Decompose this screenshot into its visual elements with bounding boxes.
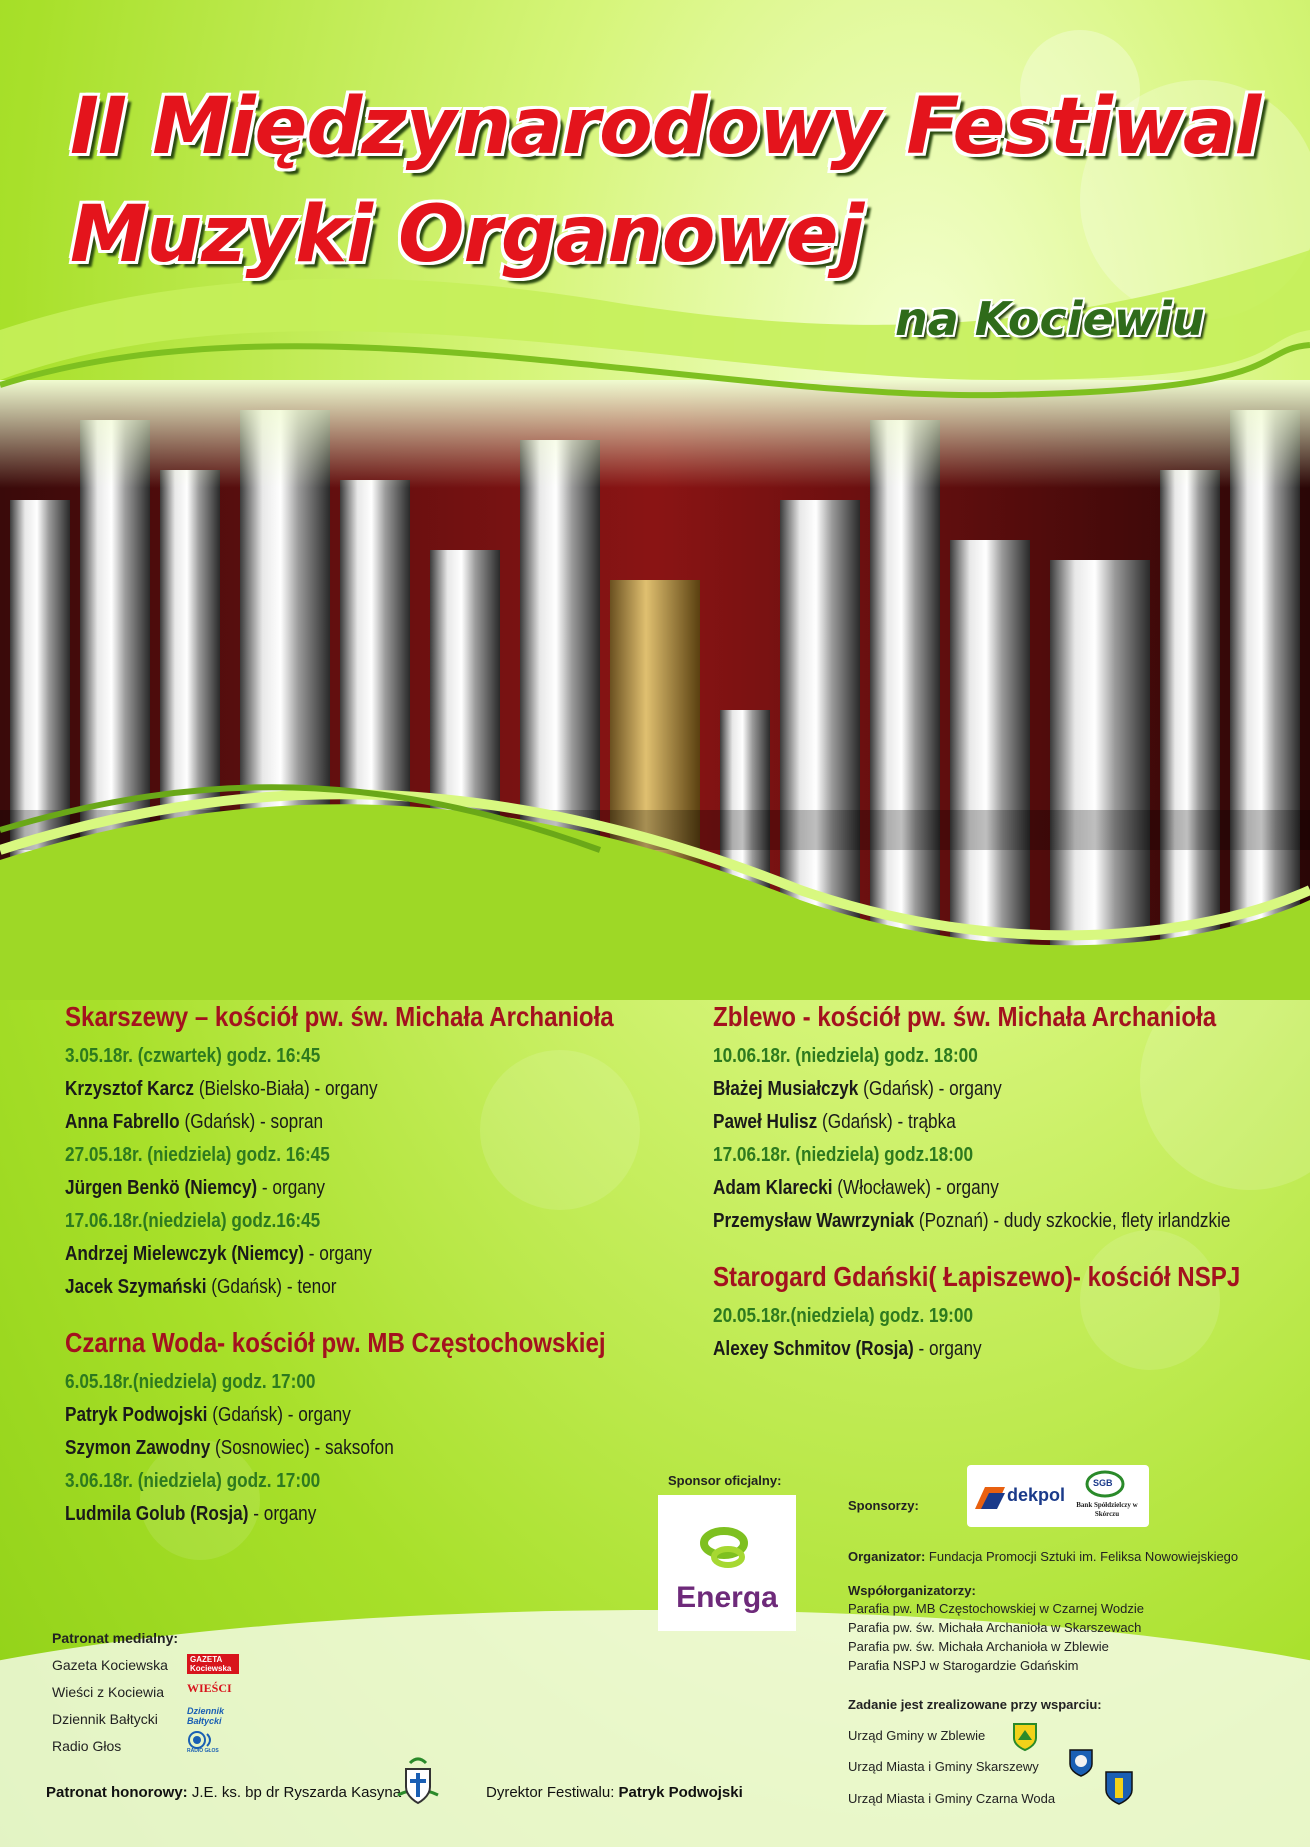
coorganizer-item: Parafia pw. św. Michała Archanioła w Zblewie (848, 1639, 1109, 1654)
support-item: Urząd Miasta i Gminy Czarna Woda (848, 1791, 1056, 1806)
performer-detail: (Gdańsk) - tenor (206, 1276, 337, 1298)
dziennik-baltycki-logo (187, 1706, 243, 1728)
radio-logo-text: RADIO GŁOS (187, 1748, 219, 1754)
festival-title-line2: Muzyki Organowej (70, 190, 864, 280)
performer-name: Szymon Zawodny (65, 1437, 211, 1459)
concert-date: 3.06.18r. (niedziela) godz. 17:00 (65, 1470, 321, 1492)
concert-date: 3.05.18r. (czwartek) godz. 16:45 (65, 1045, 321, 1067)
honorary-patron-name: J.E. ks. bp dr Ryszarda Kasyna (191, 1784, 402, 1801)
concert-date: 10.06.18r. (niedziela) godz. 18:00 (713, 1045, 978, 1067)
performer-line (65, 1073, 598, 1106)
concert-date: 17.06.18r. (niedziela) godz.18:00 (713, 1144, 974, 1166)
coorganizer-item: Parafia NSPJ w Starogardzie Gdańskim (848, 1658, 1079, 1673)
performer-detail: - organy (303, 1243, 372, 1265)
support-item: Urząd Miasta i Gminy Skarszewy (848, 1759, 1039, 1774)
venue-heading: Czarna Woda- kościół pw. MB Częstochowskiej (65, 1327, 606, 1358)
media-item-wiesci: Wieści z Kociewia (52, 1684, 165, 1700)
coorganizer-item: Parafia pw. św. Michała Archanioła w Skarszewach (848, 1620, 1142, 1635)
media-item-radio: Radio Głos (52, 1738, 122, 1754)
energa-logo (658, 1495, 796, 1631)
gazeta-logo-text: GAZETA Kociewska (187, 1654, 239, 1674)
performer-name: Paweł Hulisz (713, 1111, 818, 1133)
official-sponsor-label: Sponsor oficjalny: (668, 1473, 782, 1488)
media-patron-label (52, 1630, 178, 1646)
honorary-patron (46, 1784, 401, 1801)
performer-detail: - organy (913, 1338, 982, 1360)
skarszewy-crest-icon (1068, 1748, 1094, 1778)
venue-section (65, 1326, 685, 1531)
support-item: Urząd Gminy w Zblewie (848, 1728, 986, 1743)
performer-name: Jürgen Benkö (Niemcy) (65, 1177, 258, 1199)
radio-glos-logo (187, 1730, 243, 1752)
venue-heading: Zblewo - kościół pw. św. Michała Archanioła (713, 1001, 1217, 1032)
venue-heading: Skarszewy – kościół pw. św. Michała Archanioła (65, 1001, 614, 1032)
performer-name: Alexey Schmitov (Rosja) (713, 1338, 914, 1360)
concert-date: 20.05.18r.(niedziela) godz. 19:00 (713, 1305, 974, 1327)
performer-line (713, 1073, 1220, 1106)
performer-line (65, 1498, 598, 1531)
performer-name: Błażej Musiałczyk (713, 1078, 859, 1100)
performer-line (65, 1399, 598, 1432)
media-item-gazeta: Gazeta Kociewska (52, 1657, 168, 1673)
coorganizers-label (848, 1583, 976, 1598)
performer-line (713, 1333, 1220, 1366)
sponsor-logos (967, 1465, 1149, 1527)
performer-line (65, 1432, 598, 1465)
performer-line (713, 1172, 1220, 1205)
venue-section (65, 1000, 685, 1304)
gazeta-kociewska-logo (187, 1654, 243, 1676)
performer-detail: (Gdańsk) - sopran (179, 1111, 324, 1133)
performer-line (65, 1271, 598, 1304)
performer-name: Ludmila Golub (Rosja) (65, 1503, 249, 1525)
organizer (848, 1549, 1238, 1564)
sponsors-label: Sponsorzy: (848, 1498, 919, 1513)
venue-section (713, 1000, 1303, 1238)
festival-subtitle: na Kociewiu (895, 292, 1205, 346)
media-item-dziennik: Dziennik Bałtycki (52, 1711, 158, 1727)
performer-line (65, 1172, 598, 1205)
wiesci-logo (187, 1681, 243, 1703)
festival-title-line1: II Międzynarodowy Festiwal (70, 82, 1261, 172)
performer-detail: (Bielsko-Biała) - organy (194, 1078, 378, 1100)
program-right-column (713, 1000, 1303, 1388)
performer-name: Adam Klarecki (713, 1177, 833, 1199)
performer-name: Anna Fabrello (65, 1111, 180, 1133)
performer-detail: (Sosnowiec) - saksofon (210, 1437, 394, 1459)
energa-wordmark: Energa (676, 1581, 778, 1614)
performer-name: Andrzej Mielewczyk (Niemcy) (65, 1243, 304, 1265)
venue-section (713, 1260, 1303, 1366)
festival-director-label: Dyrektor Festiwalu: (486, 1784, 615, 1801)
sgb-abbr: SGB (1093, 1478, 1113, 1488)
concert-date: 6.05.18r.(niedziela) godz. 17:00 (65, 1371, 316, 1393)
coorganizers-label-text: Współorganizatorzy: (848, 1583, 976, 1598)
performer-line (65, 1238, 598, 1271)
performer-line (65, 1106, 598, 1139)
performer-detail: (Gdańsk) - organy (207, 1404, 351, 1426)
concert-date: 17.06.18r.(niedziela) godz.16:45 (65, 1210, 321, 1232)
performer-detail: - organy (248, 1503, 317, 1525)
dekpol-wordmark: dekpol (1007, 1485, 1066, 1505)
program-left-column (65, 1000, 685, 1553)
organizer-label: Organizator: (848, 1549, 926, 1564)
festival-director (486, 1784, 743, 1801)
coorganizer-item: Parafia pw. MB Częstochowskiej w Czarnej Wodzie (848, 1601, 1144, 1616)
performer-detail: (Włocławek) - organy (832, 1177, 999, 1199)
performer-name: Jacek Szymański (65, 1276, 207, 1298)
concert-date: 27.05.18r. (niedziela) godz. 16:45 (65, 1144, 330, 1166)
zblewo-crest-icon (1012, 1722, 1038, 1752)
performer-detail: - organy (257, 1177, 326, 1199)
performer-name: Patryk Podwojski (65, 1404, 208, 1426)
performer-detail: (Gdańsk) - organy (858, 1078, 1002, 1100)
dziennik-logo-text: Dziennik Bałtycki (187, 1706, 225, 1726)
sgb-bank-name: Bank Spółdzielczy w Skórczu (1076, 1501, 1138, 1518)
czarna-woda-crest-icon (1104, 1770, 1134, 1806)
support-label (848, 1697, 1102, 1712)
performer-detail: (Gdańsk) - trąbka (817, 1111, 956, 1133)
venue-heading: Starogard Gdański( Łapiszewo)- kościół NSPJ (713, 1261, 1241, 1292)
media-patron-label-text: Patronat medialny: (52, 1630, 179, 1646)
performer-line (713, 1106, 1220, 1139)
performer-detail: (Poznań) - dudy szkockie, flety irlandzkie (914, 1210, 1231, 1232)
support-label-text: Zadanie jest zrealizowane przy wsparciu: (848, 1697, 1102, 1712)
dekpol-icon (975, 1485, 1005, 1509)
wiesci-logo-text: WIEŚCI (187, 1681, 232, 1695)
performer-line (713, 1205, 1231, 1238)
bishop-coat-of-arms-icon (390, 1755, 446, 1811)
organizer-name: Fundacja Promocji Sztuki im. Feliksa Nowowiejskiego (928, 1549, 1239, 1564)
performer-name: Przemysław Wawrzyniak (713, 1210, 915, 1232)
performer-name: Krzysztof Karcz (65, 1078, 195, 1100)
honorary-patron-label: Patronat honorowy: (46, 1784, 188, 1801)
radio-wave-icon (187, 1730, 217, 1750)
festival-director-name: Patryk Podwojski (618, 1784, 743, 1801)
